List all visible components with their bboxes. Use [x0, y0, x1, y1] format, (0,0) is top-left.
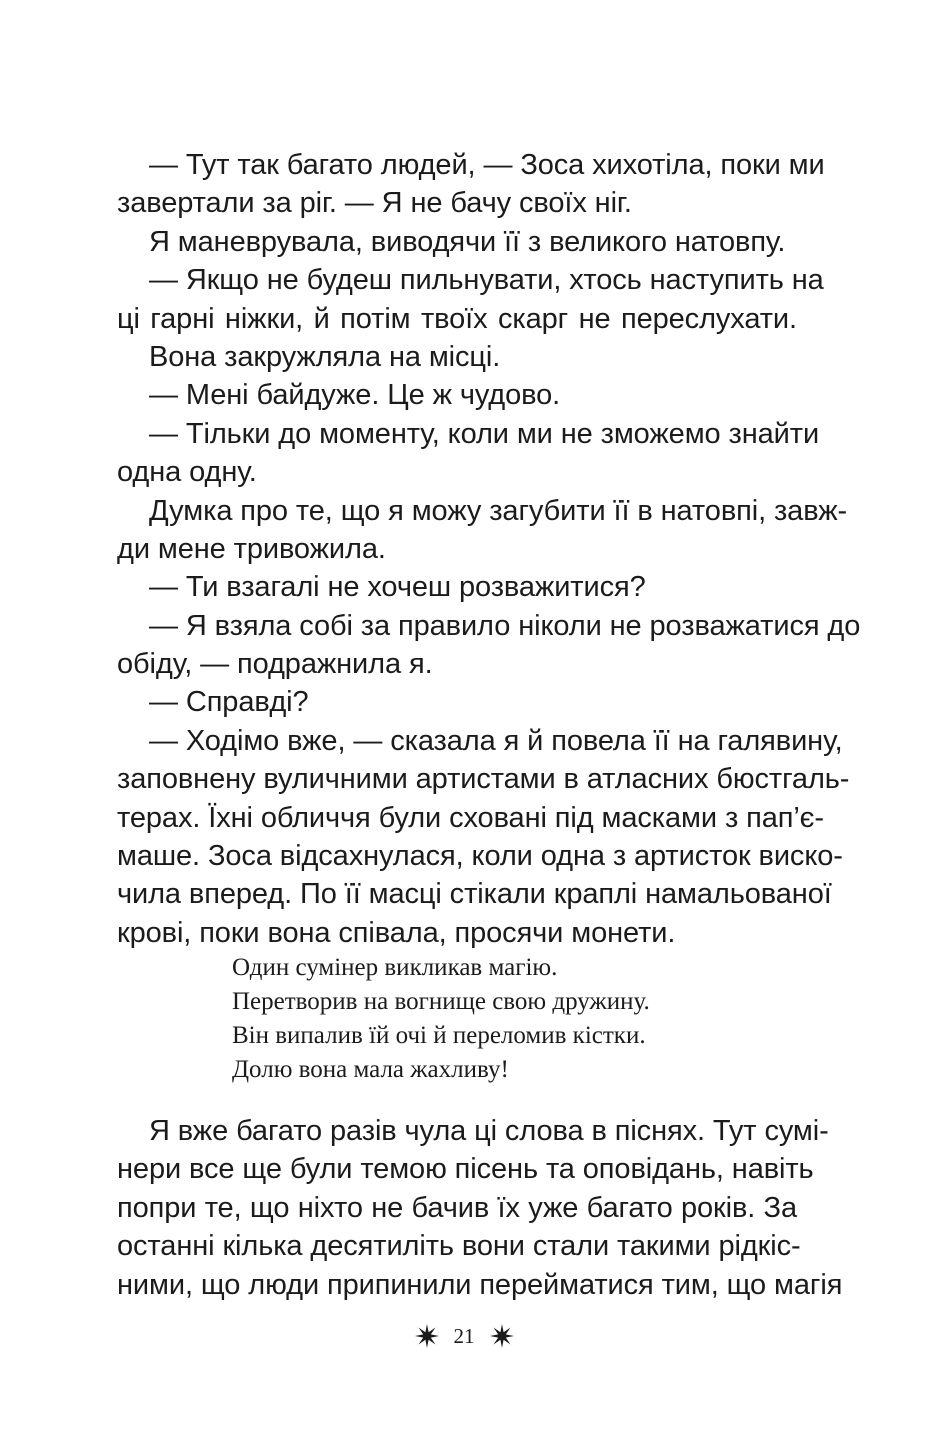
- text-line: обіду, — подражнила я.: [117, 648, 433, 681]
- verse-line: Він випалив їй очі й переломив кістки.: [232, 1022, 646, 1049]
- text-line: ди мене тривожила.: [117, 532, 386, 565]
- page-footer: [0, 1318, 928, 1354]
- star-icon: [489, 1323, 515, 1349]
- text-line: — Тільки до моменту, коли ми не зможемо знайти: [149, 417, 820, 450]
- text-line: — Якщо не будеш пильнувати, хтось наступить на: [149, 264, 824, 297]
- verse-line: Долю вона мала жахливу!: [232, 1056, 509, 1083]
- text-line: — Справді?: [149, 686, 309, 719]
- page-number: 21: [453, 1323, 475, 1348]
- text-line: попри те, що ніхто не бачив їх уже багато років. За: [117, 1191, 797, 1224]
- verse-line: Перетворив на вогнище свою дружину.: [232, 988, 650, 1015]
- text-line: маше. Зоса відсахнулася, коли одна з артисток виско-: [117, 840, 843, 873]
- prose-block-bottom: [117, 1112, 843, 1304]
- text-line: завертали за ріг. — Я не бачу своїх ніг.: [117, 187, 632, 220]
- text-line: ними, що люди припинили перейматися тим, що магія: [117, 1268, 843, 1301]
- star-icon: [414, 1323, 440, 1349]
- text-line: — Мені байдуже. Це ж чудово.: [149, 379, 561, 412]
- text-line: останні кілька десятиліть вони стали такими рідкіс-: [117, 1230, 801, 1263]
- text-line: Вона закружляла на місці.: [149, 340, 501, 373]
- song-verse: [232, 951, 752, 1087]
- text-line: терах. Їхні обличчя були сховані під масками з пап’є-: [117, 801, 824, 834]
- text-line: — Тут так багато людей, — Зоса хихотіла, поки ми: [149, 149, 825, 181]
- text-line: нери все ще були темою пісень та оповідань, навіть: [117, 1153, 814, 1186]
- text-line: Думка про те, що я можу загубити її в натовпі, завж-: [149, 494, 848, 527]
- text-line: заповнену вуличними артистами в атласних бюстгаль-: [117, 763, 850, 796]
- text-line: ці гарні ніжки, й потім твоїх скарг не переслухати.: [117, 302, 797, 335]
- text-line: — Ти взагалі не хочеш розважитися?: [149, 571, 646, 604]
- text-line: — Я взяла собі за правило ніколи не розважатися до: [149, 609, 861, 642]
- prose-block-top: [117, 146, 861, 952]
- text-line: одна одну.: [117, 456, 257, 489]
- text-line: Я вже багато разів чула ці слова в піснях. Тут сумі-: [149, 1115, 829, 1147]
- verse-line: Один сумінер викликав магію.: [232, 954, 558, 981]
- text-line: Я маневрувала, виводячи її з великого натовпу.: [149, 225, 786, 258]
- text-line: чила вперед. По її масці стікали краплі намальованої: [117, 878, 832, 911]
- text-line: крові, поки вона співала, просячи монети.: [117, 916, 676, 949]
- text-line: — Ходімо вже, — сказала я й повела її на галявину,: [149, 724, 843, 757]
